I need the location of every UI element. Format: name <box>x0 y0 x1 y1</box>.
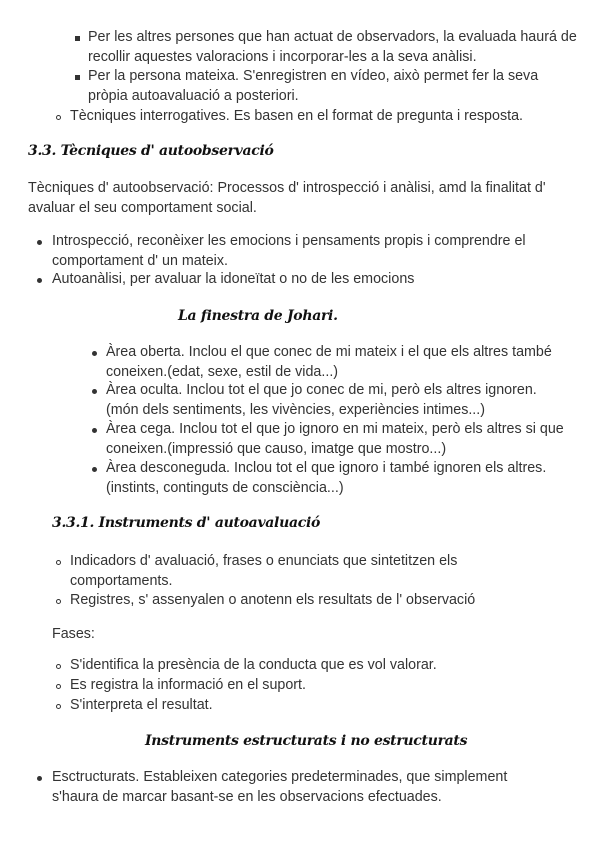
circle-bullet-icon <box>56 684 61 689</box>
bullet-icon <box>37 240 42 245</box>
circle-bullet-icon <box>56 115 61 120</box>
list-item: Àrea oculta. Inclou tot el que jo conec de mi, però els altres ignoren. (món dels sentiments, les vivències, experiències intimes...) <box>106 382 537 418</box>
bullet-icon <box>92 351 97 356</box>
fases-label: Fases: <box>52 626 95 642</box>
list-item: Esctructurats. Estableixen categories predeterminades, que simplement s'haura de marcar basant-se en les observacions efectuades. <box>52 769 508 805</box>
bullet-icon <box>92 467 97 472</box>
bullet-icon <box>37 278 42 283</box>
circle-bullet-icon <box>56 560 61 565</box>
list-item: Per les altres persones que han actuat de observadors, la evaluada haurá de recollir aquestes valoracions i incorporar-les a la seva anàlisi. <box>88 29 577 65</box>
johari-heading: La finestra de Johari. <box>178 308 338 324</box>
circle-bullet-icon <box>56 704 61 709</box>
circle-bullet-icon <box>56 599 61 604</box>
list-item: Introspecció, reconèixer les emocions i pensaments propis i comprendre el comportament d' un mateix. <box>52 233 526 269</box>
section-heading-3-3: 3.3. Tècniques d' autoobservació <box>28 143 274 159</box>
bullet-icon <box>92 428 97 433</box>
list-item: S'identifica la presència de la conducta que es vol valorar. <box>70 657 437 673</box>
list-item: Per la persona mateixa. S'enregistren en vídeo, això permet fer la seva pròpia autoavaluació a posteriori. <box>88 68 539 104</box>
intro-paragraph: Tècniques d' autoobservació: Processos d' introspecció i anàlisi, amd la finalitat d' avaluar el seu comportament social. <box>28 180 546 216</box>
section-heading-3-3-1: 3.3.1. Instruments d' autoavaluació <box>52 515 321 531</box>
square-bullet-icon <box>75 75 80 80</box>
bullet-icon <box>37 776 42 781</box>
list-item: Àrea desconeguda. Inclou tot el que ignoro i també ignoren els altres. (instints, continguts de consciència...) <box>106 460 547 496</box>
list-item: Es registra la informació en el suport. <box>70 677 307 693</box>
circle-bullet-icon <box>56 664 61 669</box>
instruments-heading: Instruments estructurats i no estructurats <box>145 733 468 749</box>
list-item: Indicadors d' avaluació, frases o enunciats que sintetitzen els comportaments. <box>70 553 458 589</box>
square-bullet-icon <box>75 36 80 41</box>
list-item: Registres, s' assenyalen o anotenn els resultats de l' observació <box>70 592 476 608</box>
list-item: Tècniques interrogatives. Es basen en el format de pregunta i resposta. <box>70 108 523 124</box>
bullet-icon <box>92 389 97 394</box>
list-item: Àrea oberta. Inclou el que conec de mi mateix i el que els altres també coneixen.(edat, sexe, estil de vida...) <box>106 344 552 380</box>
list-item: Autoanàlisi, per avaluar la idoneïtat o no de les emocions <box>52 271 415 287</box>
list-item: S'interpreta el resultat. <box>70 697 213 713</box>
list-item: Àrea cega. Inclou tot el que jo ignoro en mi mateix, però els altres si que coneixen.(impressió que causo, imatge que mostro...) <box>106 421 564 457</box>
